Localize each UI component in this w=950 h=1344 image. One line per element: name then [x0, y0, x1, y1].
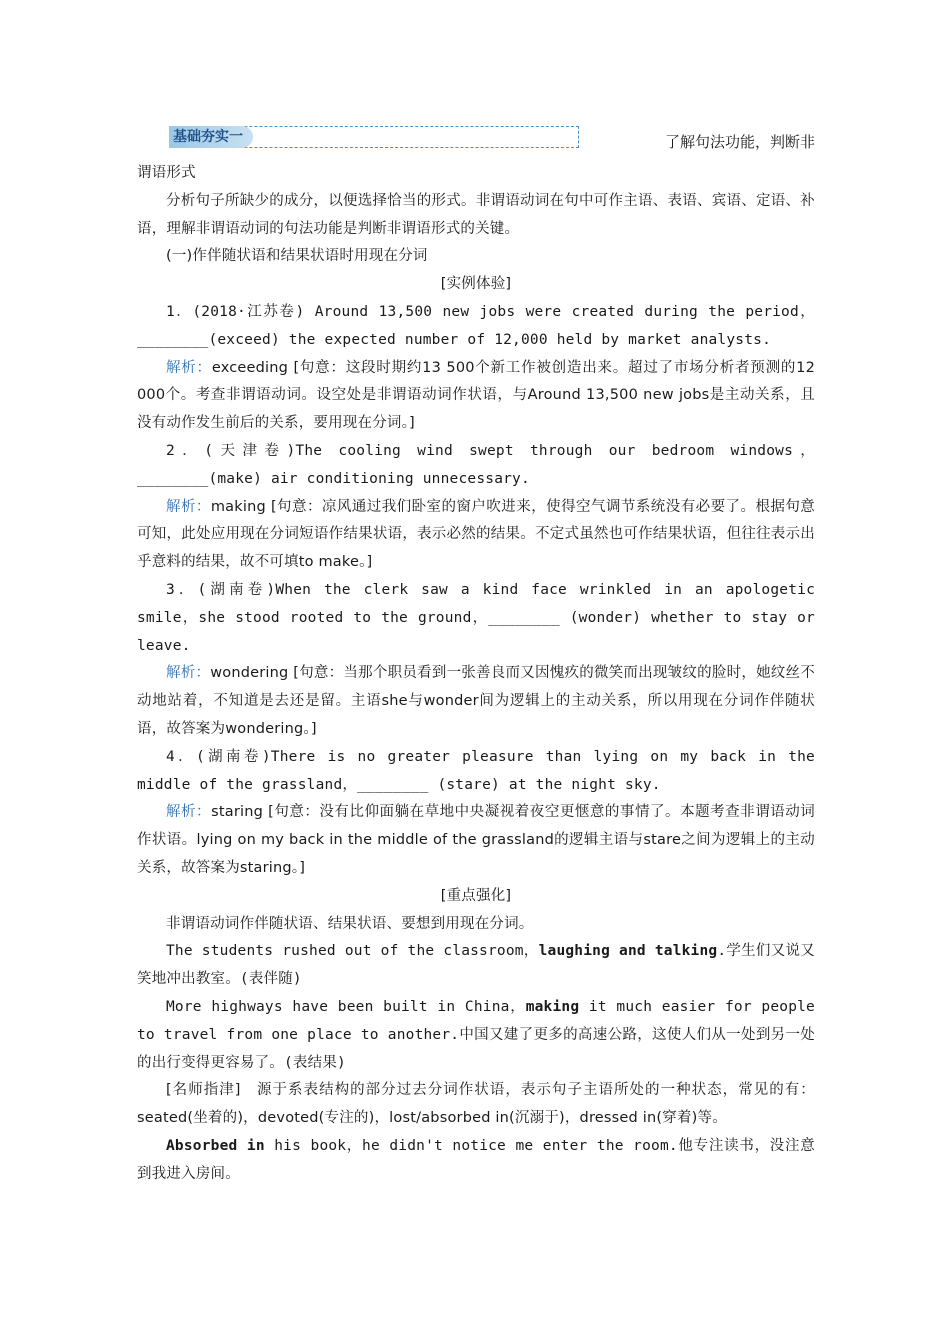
example-highlight: Absorbed in — [166, 1137, 265, 1154]
answer-label: 解析： — [166, 359, 212, 376]
example-text: The students rushed out of the classroom， — [166, 943, 539, 960]
key-rule: 非谓语动词作伴随状语、结果状语、要想到用现在分词。 — [166, 915, 534, 932]
section-title-cont: 谓语形式 — [137, 165, 196, 181]
teacher-tip: [名师指津] 源于系表结构的部分过去分词作状语，表示句子主语所处的一种状态，常见的有：seated(坐着的)，devoted(专注的)，lost/absorbed in(沉溺于)，dressed in(穿着)等。 — [137, 1082, 815, 1127]
question-3: 3．(湖南卷)When the clerk saw a kind face wrinkled in an apologetic smile，she stood rooted to the ground，________ (wonder) whether to stay or leave. — [137, 581, 815, 654]
key-points-heading: [重点强化] — [440, 887, 512, 904]
document-page — [137, 120, 815, 1188]
answer-4 — [137, 799, 815, 882]
example-heading: [实例体验] — [440, 276, 512, 293]
section-title: 了解句法功能，判断非 — [664, 133, 815, 151]
subsection-heading: (一)作伴随状语和结果状语时用现在分词 — [166, 248, 428, 265]
question-1: 1．(2018·江苏卷) Around 13,500 new jobs were created during the period，________(exceed) the expected number of 12,000 held by market analysts. — [137, 303, 815, 348]
question-4: 4．(湖南卷)There is no greater pleasure than lying on my back in the middle of the grassland，________ (stare) at the night sky. — [137, 748, 815, 793]
answer-text: wondering [句意：当那个职员看到一张善良而又因愧疚的微笑而出现皱纹的脸时，她纹丝不动地站着，不知道是去还是留。主语she与wonder间为逻辑上的主动关系，所以用现在分词作伴随状语，故答案为wondering。] — [137, 665, 815, 737]
intro-paragraph: 分析句子所缺少的成分，以便选择恰当的形式。非谓语动词在句中可作主语、表语、宾语、定语、补语，理解非谓语动词的句法功能是判断非谓语形式的关键。 — [137, 192, 815, 237]
answer-1 — [137, 355, 815, 438]
example-sentence-3 — [137, 1133, 815, 1189]
example-text: his book，he didn't notice me enter the room.他专注读书，没注意到我进入房间。 — [137, 1137, 815, 1182]
question-2: 2．(天津卷)The cooling wind swept through our bedroom windows，________(make) air conditioning unnecessary. — [137, 442, 815, 487]
answer-label: 解析： — [166, 498, 211, 515]
answer-2 — [137, 494, 815, 577]
example-highlight: laughing and talking — [538, 943, 718, 960]
section-header — [137, 120, 815, 160]
answer-text: exceeding [句意：这段时期约13 500个新工作被创造出来。超过了市场分析者预测的12 000个。考查非谓语动词。设空处是非谓语动词作状语，与Around 13,500 new jobs是主动关系，且没有动作发生前后的关系，要用现在分词。] — [137, 359, 815, 432]
answer-label: 解析： — [166, 804, 212, 821]
example-text: More highways have been built in China， — [166, 998, 526, 1015]
example-highlight: making — [525, 998, 580, 1015]
section-badge: 基础夯实一 — [169, 126, 253, 148]
answer-text: staring [句意：没有比仰面躺在草地中央凝视着夜空更惬意的事情了。本题考查非谓语动词作状语。lying on my back in the middle of the grassland的逻辑主语与stare之间为逻辑上的主动关系，故答案为staring。] — [137, 804, 815, 876]
example-sentence-2 — [137, 994, 815, 1077]
answer-label: 解析： — [166, 665, 211, 682]
answer-3 — [137, 660, 815, 743]
example-sentence-1 — [137, 938, 815, 994]
answer-text: making [句意：凉风通过我们卧室的窗户吹进来，使得空气调节系统没有必要了。根据句意可知，此处应用现在分词短语作结果状语，表示必然的结果。不定式虽然也可作结果状语，但往往表示出乎意料的结果，故不可填to make。] — [137, 498, 815, 571]
example-text: .学生们又说又笑地冲出教室。(表伴随) — [137, 943, 815, 988]
example-text: it much easier for people to travel from one place to another.中国又建了更多的高速公路，这使人们从一处到另一处的出行变得更容易了。(表结果) — [137, 998, 815, 1071]
